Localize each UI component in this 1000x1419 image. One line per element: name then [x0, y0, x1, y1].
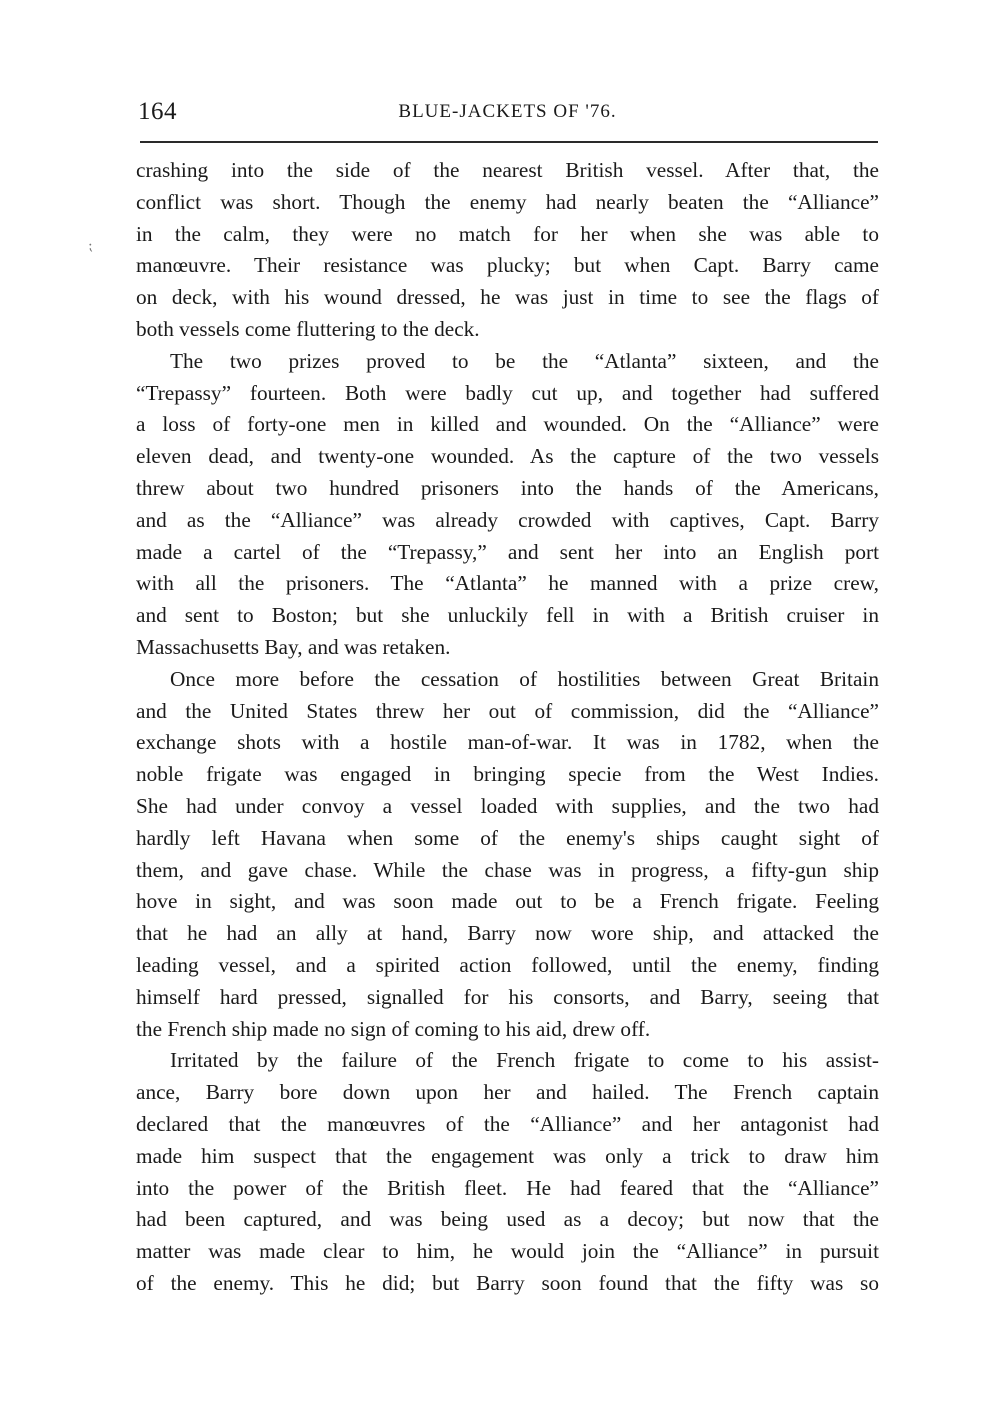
- text-line: The two prizes proved to be the “Atlanta” sixteen, and the: [170, 348, 879, 373]
- text-line: into the power of the British fleet. He had feared that the “Alliance”: [136, 1175, 879, 1200]
- text-line: both vessels come fluttering to the deck.: [136, 316, 480, 341]
- text-line: eleven dead, and twenty-one wounded. As the capture of the two vessels: [136, 444, 879, 469]
- text-line: leading vessel, and a spirited action followed, until the enemy, finding: [136, 952, 879, 977]
- text-line: of the enemy. This he did; but Barry soon found that the fifty was so: [136, 1270, 879, 1295]
- text-line: She had under convoy a vessel loaded with supplies, and the two had: [136, 793, 879, 818]
- text-line: crashing into the side of the nearest British vessel. After that, the: [136, 158, 879, 182]
- body-text: [136, 155, 879, 1300]
- text-line: made him suspect that the engagement was only a trick to draw him: [136, 1143, 879, 1168]
- text-line: hardly left Havana when some of the enemy's ships caught sight of: [136, 825, 879, 850]
- margin-speck: ⁏: [88, 239, 93, 254]
- text-line: noble frigate was engaged in bringing specie from the West Indies.: [136, 762, 879, 787]
- text-line: declared that the manœuvres of the “Alliance” and her antagonist had: [136, 1111, 879, 1136]
- text-line: made a cartel of the “Trepassy,” and sent her into an English port: [136, 539, 879, 564]
- text-line: exchange shots with a hostile man-of-war. It was in 1782, when the: [136, 730, 879, 755]
- text-line: in the calm, they were no match for her when she was able to: [136, 221, 879, 246]
- text-line: himself hard pressed, signalled for his consorts, and Barry, seeing that: [136, 984, 879, 1009]
- text-line: conflict was short. Though the enemy had nearly beaten the “Alliance”: [136, 189, 879, 214]
- text-line: them, and gave chase. While the chase was in progress, a fifty-gun ship: [136, 857, 879, 882]
- text-line: hove in sight, and was soon made out to be a French frigate. Feeling: [136, 889, 879, 914]
- text-line: and as the “Alliance” was already crowded with captives, Capt. Barry: [136, 507, 879, 532]
- text-line: and the United States threw her out of commission, did the “Alliance”: [136, 698, 879, 723]
- text-line: Massachusetts Bay, and was retaken.: [136, 634, 451, 659]
- text-line: with all the prisoners. The “Atlanta” he manned with a prize crew,: [136, 571, 879, 596]
- header-rule: [140, 141, 878, 143]
- text-line: and sent to Boston; but she unluckily fell in with a British cruiser in: [136, 603, 879, 628]
- text-line: had been captured, and was being used as a decoy; but now that the: [136, 1207, 879, 1232]
- text-line: matter was made clear to him, he would join the “Alliance” in pursuit: [136, 1239, 879, 1264]
- text-line: the French ship made no sign of coming to his aid, drew off.: [136, 1016, 651, 1041]
- text-line: threw about two hundred prisoners into the hands of the Americans,: [136, 475, 879, 500]
- page-number: 164: [138, 98, 177, 125]
- text-line: manœuvre. Their resistance was plucky; but when Capt. Barry came: [136, 253, 879, 278]
- page-header: [135, 98, 880, 132]
- text-line: on deck, with his wound dressed, he was just in time to see the flags of: [136, 285, 879, 310]
- running-title: BLUE-JACKETS OF '76.: [398, 101, 617, 122]
- text-line: ance, Barry bore down upon her and hailed. The French captain: [136, 1080, 879, 1105]
- text-line: Irritated by the failure of the French frigate to come to his assist-: [170, 1048, 879, 1073]
- text-line: “Trepassy” fourteen. Both were badly cut up, and together had suffered: [136, 380, 879, 405]
- text-line: a loss of forty-one men in killed and wounded. On the “Alliance” were: [136, 412, 879, 437]
- text-line: that he had an ally at hand, Barry now wore ship, and attacked the: [136, 921, 879, 946]
- text-line: Once more before the cessation of hostilities between Great Britain: [170, 666, 879, 691]
